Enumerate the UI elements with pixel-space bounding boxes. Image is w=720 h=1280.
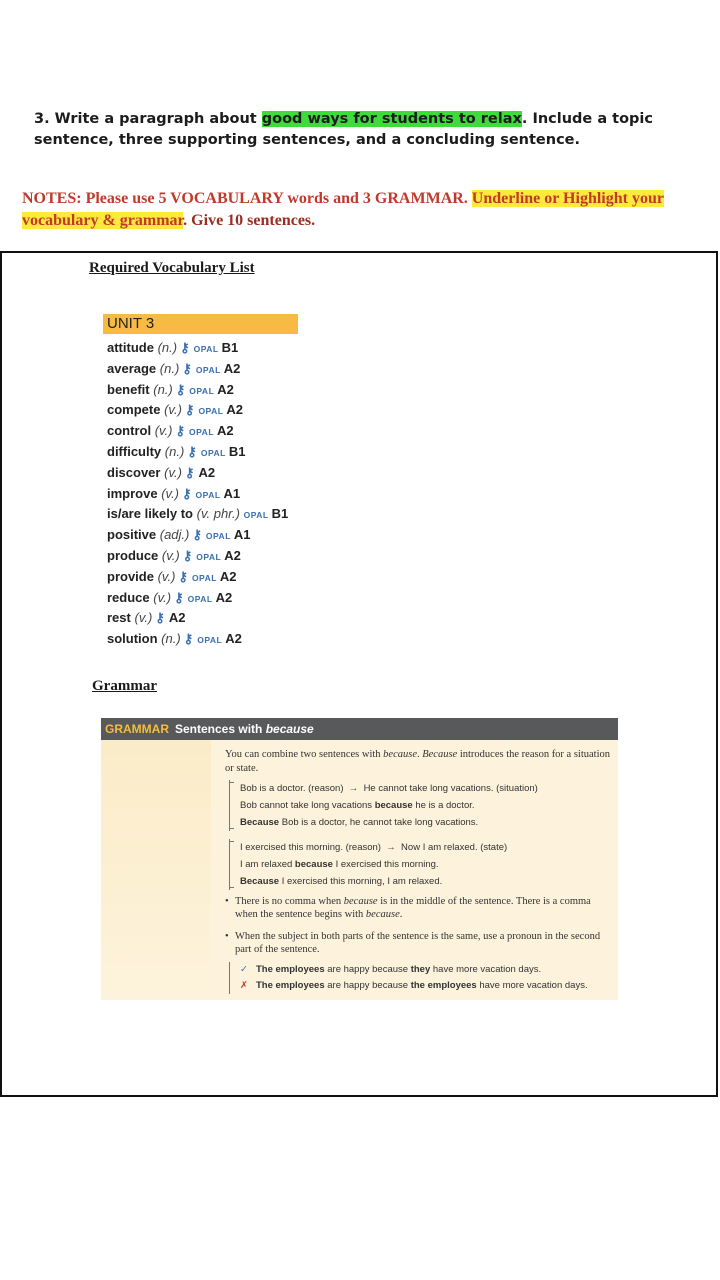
cefr-level: A2 [217,381,234,397]
ex1-l2b: he is a doctor. [412,800,475,811]
vocab-pos: (n.) [159,360,180,376]
vocab-pos: (v.) [161,547,180,563]
grammar-sidebar [101,740,211,1000]
vocab-word: discover [107,464,161,480]
task-prefix: 3. Write a paragraph about [34,111,262,127]
vocab-word: produce [107,547,159,563]
vocab-pos: (v.) [157,568,176,584]
vocab-list-title: Required Vocabulary List [89,260,255,276]
ex2-l2a: I am relaxed [240,859,295,870]
vocab-pos: (v.) [161,485,180,501]
opal-badge: OPAL [189,385,215,396]
key-icon: ⚷ [192,527,202,543]
intro-text-3: introduces the reason for a situation or state. [225,749,611,774]
vocab-item [107,484,288,505]
vocab-pos: (n.) [164,443,185,459]
bullet1-c: . [399,909,403,920]
vocab-item [107,608,288,629]
ex2-l3-bold: Because [240,876,280,887]
wrong-b: are happy because [324,980,411,991]
example-block-2 [229,839,507,890]
vocab-item [107,400,288,421]
bullet2-text: When the subject in both parts of the sentence is the same, use a pronoun in the second part of the sentence. [235,931,601,955]
opal-badge: OPAL [193,344,219,354]
vocab-word: provide [107,568,154,584]
vocab-item [107,504,288,525]
task-suffix: . Include a topic sentence, three supporting sentences, and a concluding sentence. [34,111,653,148]
vocab-word: benefit [107,381,150,397]
opal-badge: OPAL [196,551,222,562]
cross-icon: ✗ [240,980,248,991]
wrong-example [240,978,588,994]
vocab-word: improve [107,485,158,501]
arrow-icon: → [386,842,396,853]
key-icon: ⚷ [178,568,188,584]
vocab-word: control [107,423,152,439]
cefr-level: A2 [217,423,234,439]
grammar-box-header [101,718,618,740]
correct-c: have more vacation days. [430,964,542,975]
vocab-pos: (adj.) [159,527,190,543]
grammar-title: Grammar [92,678,157,694]
vocab-item [107,338,288,359]
vocab-item [107,463,288,484]
ex2-l2b: I exercised this morning. [332,859,439,870]
pronoun-examples [229,962,588,994]
key-icon: ⚷ [183,631,194,647]
vocab-word: reduce [107,589,150,605]
vocab-pos: (n.) [161,631,181,647]
key-icon: ⚷ [187,443,197,459]
vocab-word: solution [107,631,158,647]
cefr-level: A1 [223,485,241,501]
correct-a: The employees [255,964,325,975]
vocab-pos: (n.) [157,340,178,355]
vocab-pos: (n.) [153,381,173,397]
notes-prefix: NOTES: Please use 5 VOCABULARY words and 3 GRAMMAR. [22,190,472,207]
intro-text-1: You can combine two sentences with [225,749,384,760]
vocab-item [107,380,288,401]
cefr-level: A2 [198,464,216,480]
ex2-reason: I exercised this morning. (reason) [240,842,381,853]
vocab-item [107,588,288,609]
opal-badge: OPAL [243,510,269,521]
example-2-line-1 [240,839,507,856]
ex1-l2-bold: because [374,800,413,811]
vocab-pos: (v.) [154,423,173,439]
vocab-item [107,567,288,588]
wrong-c: have more vacation days. [476,980,588,991]
key-icon: ⚷ [175,381,186,397]
ex2-l2-bold: because [294,859,333,870]
bullet1-a: There is no comma when [235,896,344,907]
bullet1-it2: because [365,909,400,920]
bullet-pronoun-rule [225,930,610,956]
cefr-level: A2 [225,631,242,647]
bullet1-it: because [343,896,378,907]
vocab-word: average [107,360,157,376]
bullet-icon: • [225,896,229,907]
ex1-l3b: Bob is a doctor, he cannot take long vacations. [279,817,479,828]
correct-b: are happy because [324,964,411,975]
example-1-line-1 [240,780,538,797]
correct-bold: they [410,964,431,975]
bullet-icon: • [225,931,229,942]
vocab-word: rest [107,610,131,626]
unit-header: UNIT 3 [103,314,298,334]
notes-highlight: Underline or Highlight your vocabulary & grammar [22,190,664,229]
cefr-level: A2 [215,589,233,605]
key-icon: ⚷ [184,402,195,418]
vocab-pos: (v.) [164,464,182,480]
notes [22,188,692,232]
vocab-item [107,629,288,650]
intro-text-2: . [416,749,423,760]
example-block-1 [229,780,538,831]
vocab-pos: (v.) [164,402,182,418]
ex2-l3b: I exercised this morning, I am relaxed. [279,876,443,887]
task-highlight: good ways for students to relax [261,111,522,127]
example-1-line-2 [240,797,538,814]
ex2-state: Now I am relaxed. (state) [401,842,508,853]
key-icon: ⚷ [182,360,192,376]
grammar-tag: GRAMMAR [105,722,169,736]
cefr-level: A1 [233,527,251,543]
opal-badge: OPAL [189,427,215,438]
key-icon: ⚷ [182,547,193,563]
vocab-word: difficulty [107,443,162,459]
opal-badge: OPAL [205,531,231,542]
notes-suffix: . Give 10 sentences. [183,212,316,229]
ex1-l3-bold: Because [240,817,280,828]
intro-because-1: because [383,749,417,760]
vocab-word: attitude [107,340,154,355]
opal-badge: OPAL [195,489,221,500]
grammar-intro [225,748,613,776]
example-2-line-2 [240,856,507,873]
key-icon: ⚷ [182,485,192,501]
vocab-item [107,546,288,567]
example-2-line-3 [240,873,507,890]
grammar-box [101,740,618,1000]
grammar-header-italic: because [265,722,314,736]
vocab-pos: (v. phr.) [196,506,240,522]
key-icon: ⚷ [184,464,195,480]
example-1-line-3 [240,814,538,831]
opal-badge: OPAL [191,572,217,583]
vocab-item [107,525,288,546]
key-icon: ⚷ [180,340,190,355]
grammar-header-title: Sentences with [175,722,266,736]
vocab-item [107,421,288,442]
opal-badge: OPAL [187,593,213,604]
bullet-comma-rule [225,895,610,921]
opal-badge: OPAL [197,635,223,646]
ex1-reason: Bob is a doctor. (reason) [240,783,344,794]
cefr-level: B1 [221,340,239,355]
wrong-a: The employees [255,980,325,991]
vocab-item [107,442,288,463]
ex1-situation: He cannot take long vacations. (situation) [363,783,538,794]
vocab-item [107,359,288,380]
cefr-level: A2 [224,547,241,563]
ex1-l2a: Bob cannot take long vacations [240,800,375,811]
key-icon: ⚷ [155,610,165,626]
checkmark-icon: ✓ [240,964,248,975]
cefr-level: B1 [271,506,289,522]
vocab-word: is/are likely to [107,506,193,522]
bullet1-b: is in the middle of the sentence. There is a comma when the sentence begins with [235,896,591,920]
key-icon: ⚷ [175,423,186,439]
vocab-list [107,338,288,650]
vocab-word: compete [107,402,161,418]
cefr-level: B1 [228,443,246,459]
opal-badge: OPAL [200,447,226,458]
wrong-bold: the employees [410,980,477,991]
correct-example [240,962,588,978]
cefr-level: A2 [223,360,241,376]
vocab-pos: (v.) [134,610,153,626]
cefr-level: A2 [168,610,186,626]
vocab-word: positive [107,527,157,543]
arrow-icon: → [348,783,359,794]
opal-badge: OPAL [198,406,224,417]
key-icon: ⚷ [174,589,184,605]
intro-because-2: Because [422,749,458,760]
task-prompt [34,109,674,151]
cefr-level: A2 [226,402,244,418]
vocab-pos: (v.) [153,589,172,605]
opal-badge: OPAL [195,364,221,375]
cefr-level: A2 [219,568,237,584]
